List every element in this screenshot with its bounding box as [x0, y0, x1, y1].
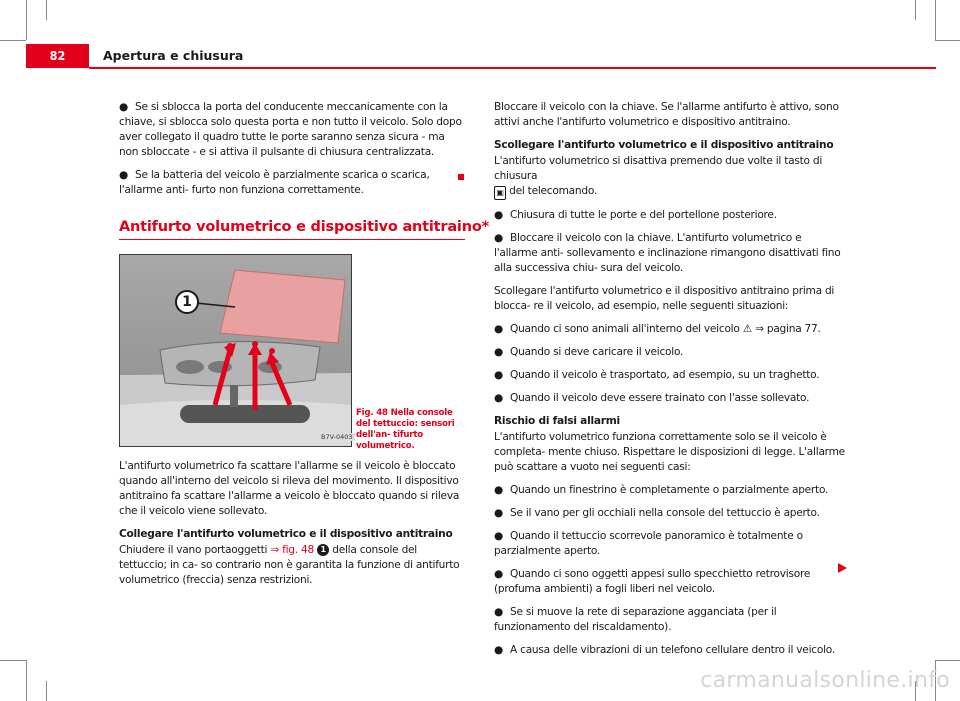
crop-mark [935, 40, 960, 41]
bullet-icon: ● [494, 369, 503, 381]
paragraph-text: del telecomando. [506, 185, 598, 197]
list-item [494, 208, 846, 223]
list-item [494, 345, 846, 360]
figure-callout-label: 1 [182, 294, 192, 310]
warning-icon: ⚠ [742, 323, 752, 335]
paragraph-text: Chiudere il vano portaoggetti [119, 544, 271, 556]
list-item [494, 567, 846, 597]
list-item [119, 100, 465, 160]
paragraph: L'antifurto volumetrico fa scattare l'allarme se il veicolo è bloccato quando all'interno del veicolo si rileva del movimento. Il dispositivo antitraino fa scattare l'allarme a veicolo è bloccato quando si rileva che il veicolo viene sollevato. [119, 460, 460, 517]
subheading: Collegare l'antifurto volumetrico e il dispositivo antitraino [119, 528, 453, 540]
page-reference-link[interactable]: ⇒ pagina 77. [751, 323, 821, 335]
section-rule [119, 239, 465, 240]
page-number: 82 [49, 48, 66, 63]
list-item [494, 368, 846, 383]
page-title: Apertura e chiusura [103, 48, 244, 63]
bullet-icon: ● [119, 101, 128, 113]
bullet-text: Se la batteria del veicolo è parzialmente scarica o scarica, l'allarme anti- furto non funziona correttamente. [119, 169, 430, 196]
bullet-icon: ● [494, 644, 503, 656]
paragraph: Bloccare il veicolo con la chiave. Se l'allarme antifurto è attivo, sono attivi anche l'antifurto volumetrico e dispositivo antitraino. [494, 101, 839, 128]
crop-mark [935, 0, 936, 40]
figure-roof-console [119, 254, 352, 447]
list-item [494, 391, 846, 406]
bullet-text: Chiusura di tutte le porte e del portellone posteriore. [510, 209, 777, 221]
list-item [494, 322, 846, 337]
list-item [494, 231, 846, 276]
bullet-text: Se il vano per gli occhiali nella console del tettuccio è aperto. [510, 507, 820, 519]
crop-mark [26, 0, 27, 40]
bullet-text: Quando il veicolo deve essere trainato con l'asse sollevato. [510, 392, 810, 404]
paragraph [119, 543, 465, 588]
bullet-text: Quando il tettuccio scorrevole panoramico è totalmente o parzialmente aperto. [494, 530, 803, 557]
bullet-icon: ● [494, 209, 503, 221]
subheading: Rischio di falsi allarmi [494, 415, 620, 427]
crop-mark [46, 0, 47, 20]
bullet-icon: ● [494, 323, 503, 335]
crop-mark [0, 660, 26, 661]
right-column [494, 100, 846, 666]
bullet-text: Quando ci sono animali all'interno del veicolo [510, 323, 743, 335]
bullet-text: Quando un finestrino è completamente o parzialmente aperto. [510, 484, 829, 496]
paragraph-text: della console del tettuccio; in ca- so contrario non è garantita la funzione di antifurto volumetrico (freccia) senza restrizioni. [119, 544, 460, 586]
bullet-text: A causa delle vibrazioni di un telefono cellulare dentro il veicolo. [510, 644, 835, 656]
left-column-top [119, 100, 465, 206]
paragraph: L'antifurto volumetrico funziona correttamente solo se il veicolo è completa- mente chiuso. Rispettare le disposizioni di legge. L'allarme può scattare a vuoto nei seguenti casi: [494, 431, 845, 473]
header-rule [89, 67, 936, 69]
roof-console-illustration [120, 255, 351, 446]
section-end-marker [458, 174, 464, 180]
crop-mark [46, 681, 47, 701]
bullet-icon: ● [494, 507, 503, 519]
list-item [494, 483, 846, 498]
bullet-icon: ● [119, 169, 128, 181]
subheading: Scollegare l'antifurto volumetrico e il dispositivo antitraino [494, 139, 834, 151]
crop-mark [26, 660, 27, 701]
paragraph [494, 154, 846, 200]
left-column-body [119, 459, 465, 596]
list-item [494, 605, 846, 635]
paragraph-text: L'antifurto volumetrico si disattiva premendo due volte il tasto di chiusura [494, 155, 823, 182]
bullet-icon: ● [494, 392, 503, 404]
bullet-icon: ● [494, 484, 503, 496]
list-item [494, 643, 846, 658]
figure-reference-link[interactable]: ⇒ fig. 48 [270, 544, 314, 556]
figure-code: B7V-0403 [321, 433, 353, 441]
bullet-text: Quando il veicolo è trasportato, ad esempio, su un traghetto. [510, 369, 820, 381]
bullet-text: Se si muove la rete di separazione agganciata (per il funzionamento del riscaldamento). [494, 606, 777, 633]
section-title: Antifurto volumetrico e dispositivo antitraino* [119, 219, 489, 235]
list-item [494, 506, 846, 521]
bullet-icon: ● [494, 346, 503, 358]
bullet-icon: ● [494, 232, 503, 244]
watermark: carmanualsonline.info [700, 668, 950, 693]
list-item [119, 168, 465, 198]
bullet-icon: ● [494, 530, 503, 542]
callout-marker-icon: 1 [317, 544, 329, 556]
lock-key-icon: ▣ [494, 186, 506, 200]
bullet-text: Quando si deve caricare il veicolo. [510, 346, 684, 358]
crop-mark [935, 660, 960, 661]
paragraph: Scollegare l'antifurto volumetrico e il dispositivo antitraino prima di blocca- re il veicolo, ad esempio, nelle seguenti situazioni: [494, 285, 835, 312]
bullet-icon: ● [494, 606, 503, 618]
crop-mark [915, 0, 916, 20]
bullet-icon: ● [494, 568, 503, 580]
figure-caption: Fig. 48 Nella console del tettuccio: sensori dell'an- tifurto volumetrico. [356, 408, 455, 451]
bullet-text: Se si sblocca la porta del conducente meccanicamente con la chiave, si sblocca solo questa porta e non tutto il veicolo. Solo dopo aver collegato il quadro tutte le porte saranno senza sicura - ma non sbloccate - e si attiva il pulsante di chiusura centralizzata. [119, 101, 462, 158]
continue-arrow-icon [838, 563, 847, 573]
list-item [494, 529, 846, 559]
bullet-text: Bloccare il veicolo con la chiave. L'antifurto volumetrico e l'allarme anti- sollevamento e inclinazione rimangono disattivati fino alla successiva chiu- sura del veicolo. [494, 232, 841, 274]
crop-mark [0, 40, 26, 41]
bullet-text: Quando ci sono oggetti appesi sullo specchietto retrovisore (profuma ambienti) a fogli liberi nel veicolo. [494, 568, 811, 595]
